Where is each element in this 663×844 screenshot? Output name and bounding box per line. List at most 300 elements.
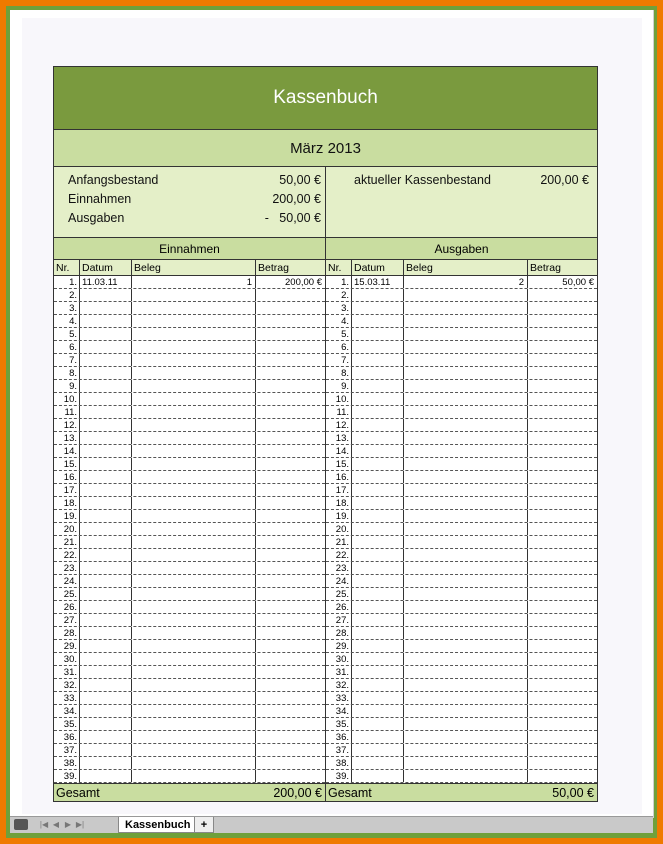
expenses-row-beleg[interactable] <box>404 627 528 639</box>
income-row-nr[interactable]: 29. <box>54 640 80 652</box>
income-row-beleg[interactable] <box>132 588 256 600</box>
expenses-row-beleg[interactable] <box>404 523 528 535</box>
expenses-row-datum[interactable] <box>352 432 404 444</box>
expenses-row-betrag[interactable] <box>528 432 597 444</box>
expenses-row-beleg[interactable] <box>404 666 528 678</box>
income-row-betrag[interactable] <box>256 393 325 405</box>
expenses-row-datum[interactable] <box>352 601 404 613</box>
income-row-betrag[interactable] <box>256 536 325 548</box>
income-row-datum[interactable] <box>80 640 132 652</box>
income-row-beleg[interactable] <box>132 523 256 535</box>
expenses-row-datum[interactable] <box>352 406 404 418</box>
expenses-row-betrag[interactable] <box>528 562 597 574</box>
income-row-nr[interactable]: 6. <box>54 341 80 353</box>
ausgaben-value[interactable]: - 50,00 € <box>264 210 321 225</box>
income-row-datum[interactable] <box>80 731 132 743</box>
expenses-row-nr[interactable]: 34. <box>326 705 352 717</box>
income-row-datum[interactable] <box>80 575 132 587</box>
income-row-nr[interactable]: 24. <box>54 575 80 587</box>
expenses-row-datum[interactable] <box>352 458 404 470</box>
income-row-betrag[interactable] <box>256 640 325 652</box>
expenses-row-datum[interactable] <box>352 315 404 327</box>
expenses-row-nr[interactable]: 9. <box>326 380 352 392</box>
expenses-row-nr[interactable]: 23. <box>326 562 352 574</box>
expenses-row-nr[interactable]: 12. <box>326 419 352 431</box>
income-row-datum[interactable] <box>80 523 132 535</box>
expenses-row-beleg[interactable] <box>404 289 528 301</box>
income-row-nr[interactable]: 23. <box>54 562 80 574</box>
income-row-betrag[interactable] <box>256 315 325 327</box>
expenses-row-beleg[interactable] <box>404 471 528 483</box>
expenses-row-nr[interactable]: 26. <box>326 601 352 613</box>
income-row-betrag[interactable] <box>256 718 325 730</box>
income-row-nr[interactable]: 20. <box>54 523 80 535</box>
expenses-row-beleg[interactable] <box>404 367 528 379</box>
expenses-row-datum[interactable] <box>352 640 404 652</box>
income-row-datum[interactable] <box>80 666 132 678</box>
expenses-row-beleg[interactable] <box>404 354 528 366</box>
income-row-betrag[interactable] <box>256 562 325 574</box>
expenses-row-betrag[interactable] <box>528 588 597 600</box>
expenses-row-datum[interactable] <box>352 575 404 587</box>
income-row-betrag[interactable] <box>256 679 325 691</box>
last-sheet-icon[interactable]: ▶| <box>75 819 85 829</box>
income-row-datum[interactable] <box>80 380 132 392</box>
income-row-datum[interactable] <box>80 536 132 548</box>
expenses-row-nr[interactable]: 21. <box>326 536 352 548</box>
income-row-betrag[interactable] <box>256 601 325 613</box>
expenses-row-datum[interactable] <box>352 289 404 301</box>
income-row-betrag[interactable] <box>256 614 325 626</box>
income-row-datum[interactable]: 11.03.11 <box>80 276 132 288</box>
income-row-betrag[interactable] <box>256 445 325 457</box>
expenses-row-nr[interactable]: 22. <box>326 549 352 561</box>
income-row-beleg[interactable] <box>132 315 256 327</box>
income-row-nr[interactable]: 4. <box>54 315 80 327</box>
expenses-row-betrag[interactable] <box>528 510 597 522</box>
expenses-row-nr[interactable]: 17. <box>326 484 352 496</box>
expenses-row-betrag[interactable] <box>528 549 597 561</box>
expenses-row-beleg[interactable] <box>404 536 528 548</box>
expenses-row-beleg[interactable] <box>404 458 528 470</box>
anfangsbestand-value[interactable]: 50,00 € <box>279 172 321 187</box>
income-row-nr[interactable]: 9. <box>54 380 80 392</box>
income-row-betrag[interactable] <box>256 588 325 600</box>
income-row-datum[interactable] <box>80 367 132 379</box>
expenses-row-datum[interactable] <box>352 744 404 756</box>
income-row-betrag[interactable] <box>256 705 325 717</box>
expenses-row-nr[interactable]: 8. <box>326 367 352 379</box>
income-row-beleg[interactable] <box>132 289 256 301</box>
expenses-row-datum[interactable] <box>352 614 404 626</box>
expenses-row-betrag[interactable] <box>528 731 597 743</box>
expenses-row-nr[interactable]: 39. <box>326 770 352 782</box>
income-row-betrag[interactable] <box>256 627 325 639</box>
expenses-row-nr[interactable]: 18. <box>326 497 352 509</box>
income-row-datum[interactable] <box>80 705 132 717</box>
income-row-beleg[interactable] <box>132 458 256 470</box>
expenses-row-betrag[interactable] <box>528 328 597 340</box>
expenses-row-beleg[interactable] <box>404 575 528 587</box>
income-row-beleg[interactable] <box>132 718 256 730</box>
expenses-row-datum[interactable] <box>352 354 404 366</box>
expenses-row-nr[interactable]: 36. <box>326 731 352 743</box>
expenses-row-datum[interactable] <box>352 757 404 769</box>
expenses-row-datum[interactable] <box>352 692 404 704</box>
expenses-row-betrag[interactable] <box>528 692 597 704</box>
expenses-row-nr[interactable]: 2. <box>326 289 352 301</box>
expenses-row-betrag[interactable]: 50,00 € <box>562 276 594 288</box>
income-row-beleg[interactable] <box>132 692 256 704</box>
income-row-beleg[interactable] <box>132 510 256 522</box>
income-row-nr[interactable]: 37. <box>54 744 80 756</box>
income-row-beleg[interactable] <box>132 354 256 366</box>
income-row-nr[interactable]: 2. <box>54 289 80 301</box>
income-row-datum[interactable] <box>80 718 132 730</box>
income-row-nr[interactable]: 10. <box>54 393 80 405</box>
income-row-beleg[interactable] <box>132 744 256 756</box>
expenses-row-betrag[interactable] <box>528 484 597 496</box>
income-row-datum[interactable] <box>80 497 132 509</box>
income-row-datum[interactable] <box>80 562 132 574</box>
income-row-datum[interactable] <box>80 458 132 470</box>
income-row-datum[interactable] <box>80 679 132 691</box>
expenses-row-nr[interactable]: 30. <box>326 653 352 665</box>
expenses-row-beleg[interactable] <box>404 380 528 392</box>
expenses-row-datum[interactable] <box>352 679 404 691</box>
expenses-row-betrag[interactable] <box>528 380 597 392</box>
income-row-betrag[interactable] <box>256 484 325 496</box>
income-row-nr[interactable]: 27. <box>54 614 80 626</box>
expenses-row-nr[interactable]: 32. <box>326 679 352 691</box>
expenses-row-betrag[interactable] <box>528 393 597 405</box>
expenses-row-betrag[interactable] <box>528 614 597 626</box>
expenses-row-betrag[interactable] <box>528 354 597 366</box>
income-row-nr[interactable]: 5. <box>54 328 80 340</box>
expenses-row-datum[interactable] <box>352 549 404 561</box>
income-row-datum[interactable] <box>80 588 132 600</box>
expenses-row-nr[interactable]: 15. <box>326 458 352 470</box>
income-row-beleg[interactable] <box>132 731 256 743</box>
income-row-nr[interactable]: 1. <box>54 276 80 288</box>
income-row-betrag[interactable] <box>256 302 325 314</box>
expenses-row-nr[interactable]: 3. <box>326 302 352 314</box>
expenses-row-datum[interactable] <box>352 328 404 340</box>
expenses-row-nr[interactable]: 25. <box>326 588 352 600</box>
expenses-row-nr[interactable]: 33. <box>326 692 352 704</box>
expenses-row-datum[interactable]: 15.03.11 <box>352 276 404 288</box>
income-row-beleg[interactable] <box>132 380 256 392</box>
income-row-nr[interactable]: 12. <box>54 419 80 431</box>
expenses-row-nr[interactable]: 4. <box>326 315 352 327</box>
expenses-row-datum[interactable] <box>352 666 404 678</box>
income-row-beleg[interactable] <box>132 341 256 353</box>
income-row-datum[interactable] <box>80 445 132 457</box>
income-row-datum[interactable] <box>80 627 132 639</box>
expenses-row-beleg[interactable] <box>404 562 528 574</box>
expenses-row-beleg[interactable] <box>404 341 528 353</box>
income-row-betrag[interactable] <box>256 770 325 782</box>
income-row-nr[interactable]: 22. <box>54 549 80 561</box>
expenses-row-beleg[interactable] <box>404 393 528 405</box>
income-row-nr[interactable]: 18. <box>54 497 80 509</box>
expenses-row-beleg[interactable] <box>404 445 528 457</box>
income-row-beleg[interactable] <box>132 536 256 548</box>
income-row-datum[interactable] <box>80 653 132 665</box>
expenses-row-beleg[interactable] <box>404 497 528 509</box>
income-row-beleg[interactable] <box>132 328 256 340</box>
income-row-beleg[interactable] <box>132 679 256 691</box>
expenses-row-nr[interactable]: 16. <box>326 471 352 483</box>
income-row-datum[interactable] <box>80 471 132 483</box>
income-row-datum[interactable] <box>80 601 132 613</box>
expenses-row-betrag[interactable] <box>528 341 597 353</box>
income-row-nr[interactable]: 38. <box>54 757 80 769</box>
income-row-beleg[interactable] <box>132 406 256 418</box>
income-row-datum[interactable] <box>80 614 132 626</box>
income-row-beleg[interactable] <box>132 432 256 444</box>
expenses-row-datum[interactable] <box>352 627 404 639</box>
income-row-datum[interactable] <box>80 302 132 314</box>
expenses-row-beleg[interactable] <box>404 406 528 418</box>
income-row-beleg[interactable] <box>132 770 256 782</box>
expenses-row-datum[interactable] <box>352 445 404 457</box>
expenses-row-nr[interactable]: 38. <box>326 757 352 769</box>
income-row-betrag[interactable] <box>256 523 325 535</box>
income-row-nr[interactable]: 31. <box>54 666 80 678</box>
income-row-nr[interactable]: 17. <box>54 484 80 496</box>
income-row-beleg[interactable] <box>132 601 256 613</box>
income-row-betrag[interactable] <box>256 354 325 366</box>
expenses-row-betrag[interactable] <box>528 601 597 613</box>
expenses-row-beleg[interactable] <box>404 419 528 431</box>
income-row-beleg[interactable] <box>132 653 256 665</box>
income-row-betrag[interactable] <box>256 432 325 444</box>
income-row-datum[interactable] <box>80 354 132 366</box>
expenses-row-nr[interactable]: 14. <box>326 445 352 457</box>
income-row-betrag[interactable] <box>256 471 325 483</box>
expenses-row-datum[interactable] <box>352 471 404 483</box>
expenses-row-beleg[interactable] <box>404 770 528 782</box>
expenses-row-beleg[interactable] <box>404 653 528 665</box>
sheet-view-icon[interactable] <box>14 819 28 830</box>
expenses-row-betrag[interactable] <box>528 666 597 678</box>
expenses-row-betrag[interactable] <box>528 302 597 314</box>
expenses-row-nr[interactable]: 13. <box>326 432 352 444</box>
expenses-row-beleg[interactable] <box>404 731 528 743</box>
income-row-beleg[interactable] <box>132 302 256 314</box>
expenses-row-nr[interactable]: 6. <box>326 341 352 353</box>
income-row-nr[interactable]: 32. <box>54 679 80 691</box>
income-row-betrag[interactable] <box>256 406 325 418</box>
expenses-row-beleg[interactable] <box>404 692 528 704</box>
income-row-betrag[interactable] <box>256 380 325 392</box>
income-row-betrag[interactable] <box>256 341 325 353</box>
income-row-betrag[interactable] <box>256 419 325 431</box>
expenses-total-value[interactable]: 50,00 € <box>552 785 594 800</box>
expenses-row-beleg[interactable] <box>404 484 528 496</box>
income-row-beleg[interactable] <box>132 666 256 678</box>
next-sheet-icon[interactable]: ▶ <box>64 819 72 829</box>
first-sheet-icon[interactable]: |◀ <box>39 819 49 829</box>
expenses-row-datum[interactable] <box>352 731 404 743</box>
expenses-row-nr[interactable]: 28. <box>326 627 352 639</box>
expenses-row-betrag[interactable] <box>528 523 597 535</box>
expenses-row-beleg[interactable] <box>404 549 528 561</box>
income-row-nr[interactable]: 33. <box>54 692 80 704</box>
expenses-row-nr[interactable]: 37. <box>326 744 352 756</box>
expenses-row-datum[interactable] <box>352 718 404 730</box>
income-row-nr[interactable]: 39. <box>54 770 80 782</box>
add-sheet-button[interactable]: + <box>194 817 214 833</box>
income-row-beleg[interactable] <box>132 367 256 379</box>
income-row-beleg[interactable] <box>132 562 256 574</box>
income-row-datum[interactable] <box>80 341 132 353</box>
expenses-row-nr[interactable]: 1. <box>326 276 352 288</box>
income-row-beleg[interactable] <box>132 419 256 431</box>
expenses-row-datum[interactable] <box>352 497 404 509</box>
income-row-beleg[interactable] <box>132 393 256 405</box>
expenses-row-betrag[interactable] <box>528 445 597 457</box>
expenses-row-nr[interactable]: 35. <box>326 718 352 730</box>
expenses-row-beleg[interactable] <box>404 679 528 691</box>
expenses-row-nr[interactable]: 10. <box>326 393 352 405</box>
expenses-row-beleg[interactable] <box>404 705 528 717</box>
income-row-beleg[interactable] <box>132 445 256 457</box>
income-row-datum[interactable] <box>80 549 132 561</box>
expenses-row-beleg[interactable] <box>404 510 528 522</box>
expenses-row-betrag[interactable] <box>528 315 597 327</box>
expenses-row-beleg[interactable] <box>404 757 528 769</box>
expenses-row-betrag[interactable] <box>528 367 597 379</box>
income-row-beleg[interactable] <box>132 471 256 483</box>
expenses-row-betrag[interactable] <box>528 744 597 756</box>
income-row-betrag[interactable] <box>256 744 325 756</box>
expenses-row-datum[interactable] <box>352 302 404 314</box>
income-row-nr[interactable]: 14. <box>54 445 80 457</box>
expenses-row-datum[interactable] <box>352 367 404 379</box>
income-row-datum[interactable] <box>80 744 132 756</box>
income-row-betrag[interactable] <box>256 367 325 379</box>
income-row-betrag[interactable] <box>256 458 325 470</box>
expenses-row-nr[interactable]: 11. <box>326 406 352 418</box>
income-row-beleg[interactable] <box>132 575 256 587</box>
expenses-row-datum[interactable] <box>352 484 404 496</box>
expenses-row-nr[interactable]: 29. <box>326 640 352 652</box>
expenses-row-betrag[interactable] <box>528 679 597 691</box>
expenses-row-beleg[interactable] <box>404 328 528 340</box>
income-row-datum[interactable] <box>80 419 132 431</box>
expenses-row-datum[interactable] <box>352 705 404 717</box>
income-row-nr[interactable]: 26. <box>54 601 80 613</box>
income-row-datum[interactable] <box>80 484 132 496</box>
expenses-row-betrag[interactable] <box>528 757 597 769</box>
income-row-datum[interactable] <box>80 692 132 704</box>
expenses-row-nr[interactable]: 20. <box>326 523 352 535</box>
expenses-row-nr[interactable]: 31. <box>326 666 352 678</box>
expenses-row-datum[interactable] <box>352 653 404 665</box>
income-row-nr[interactable]: 3. <box>54 302 80 314</box>
income-row-datum[interactable] <box>80 328 132 340</box>
income-row-nr[interactable]: 35. <box>54 718 80 730</box>
expenses-row-beleg[interactable] <box>404 588 528 600</box>
income-row-datum[interactable] <box>80 510 132 522</box>
income-row-betrag[interactable] <box>256 757 325 769</box>
expenses-row-betrag[interactable] <box>528 627 597 639</box>
expenses-row-betrag[interactable] <box>528 653 597 665</box>
income-row-betrag[interactable] <box>256 731 325 743</box>
expenses-row-betrag[interactable] <box>528 536 597 548</box>
expenses-row-datum[interactable] <box>352 341 404 353</box>
income-row-beleg[interactable] <box>132 549 256 561</box>
expenses-row-betrag[interactable] <box>528 770 597 782</box>
expenses-row-betrag[interactable] <box>528 471 597 483</box>
expenses-row-nr[interactable]: 7. <box>326 354 352 366</box>
expenses-row-beleg[interactable] <box>404 315 528 327</box>
expenses-row-beleg[interactable] <box>404 432 528 444</box>
income-row-nr[interactable]: 25. <box>54 588 80 600</box>
expenses-row-betrag[interactable] <box>528 289 597 301</box>
income-row-betrag[interactable] <box>256 653 325 665</box>
expenses-row-nr[interactable]: 19. <box>326 510 352 522</box>
income-row-nr[interactable]: 30. <box>54 653 80 665</box>
income-row-betrag[interactable] <box>256 549 325 561</box>
income-row-nr[interactable]: 34. <box>54 705 80 717</box>
expenses-row-nr[interactable]: 5. <box>326 328 352 340</box>
income-row-datum[interactable] <box>80 770 132 782</box>
income-row-nr[interactable]: 28. <box>54 627 80 639</box>
prev-sheet-icon[interactable]: ◀ <box>52 819 60 829</box>
income-row-nr[interactable]: 15. <box>54 458 80 470</box>
expenses-row-datum[interactable] <box>352 523 404 535</box>
income-row-nr[interactable]: 7. <box>54 354 80 366</box>
income-row-beleg[interactable] <box>132 627 256 639</box>
expenses-row-betrag[interactable] <box>528 419 597 431</box>
income-row-beleg[interactable] <box>132 484 256 496</box>
income-row-betrag[interactable] <box>256 289 325 301</box>
expenses-row-datum[interactable] <box>352 393 404 405</box>
expenses-row-betrag[interactable] <box>528 497 597 509</box>
expenses-row-betrag[interactable] <box>528 458 597 470</box>
income-row-nr[interactable]: 21. <box>54 536 80 548</box>
expenses-row-betrag[interactable] <box>528 640 597 652</box>
income-row-betrag[interactable] <box>256 666 325 678</box>
income-row-beleg[interactable] <box>132 757 256 769</box>
expenses-row-nr[interactable]: 27. <box>326 614 352 626</box>
expenses-row-datum[interactable] <box>352 770 404 782</box>
income-row-datum[interactable] <box>80 289 132 301</box>
kassenbestand-value[interactable]: 200,00 € <box>540 172 589 187</box>
expenses-row-datum[interactable] <box>352 510 404 522</box>
einnahmen-value[interactable]: 200,00 € <box>272 191 321 206</box>
expenses-row-datum[interactable] <box>352 536 404 548</box>
income-row-nr[interactable]: 8. <box>54 367 80 379</box>
income-row-betrag[interactable] <box>256 328 325 340</box>
expenses-row-datum[interactable] <box>352 419 404 431</box>
income-row-datum[interactable] <box>80 393 132 405</box>
expenses-row-beleg[interactable] <box>404 302 528 314</box>
income-row-datum[interactable] <box>80 757 132 769</box>
expenses-row-beleg[interactable] <box>404 640 528 652</box>
income-row-betrag[interactable] <box>256 692 325 704</box>
income-row-datum[interactable] <box>80 432 132 444</box>
income-row-nr[interactable]: 13. <box>54 432 80 444</box>
income-row-beleg[interactable] <box>132 640 256 652</box>
income-row-beleg[interactable] <box>132 614 256 626</box>
expenses-row-beleg[interactable] <box>404 601 528 613</box>
expenses-row-datum[interactable] <box>352 588 404 600</box>
income-row-beleg[interactable] <box>132 705 256 717</box>
